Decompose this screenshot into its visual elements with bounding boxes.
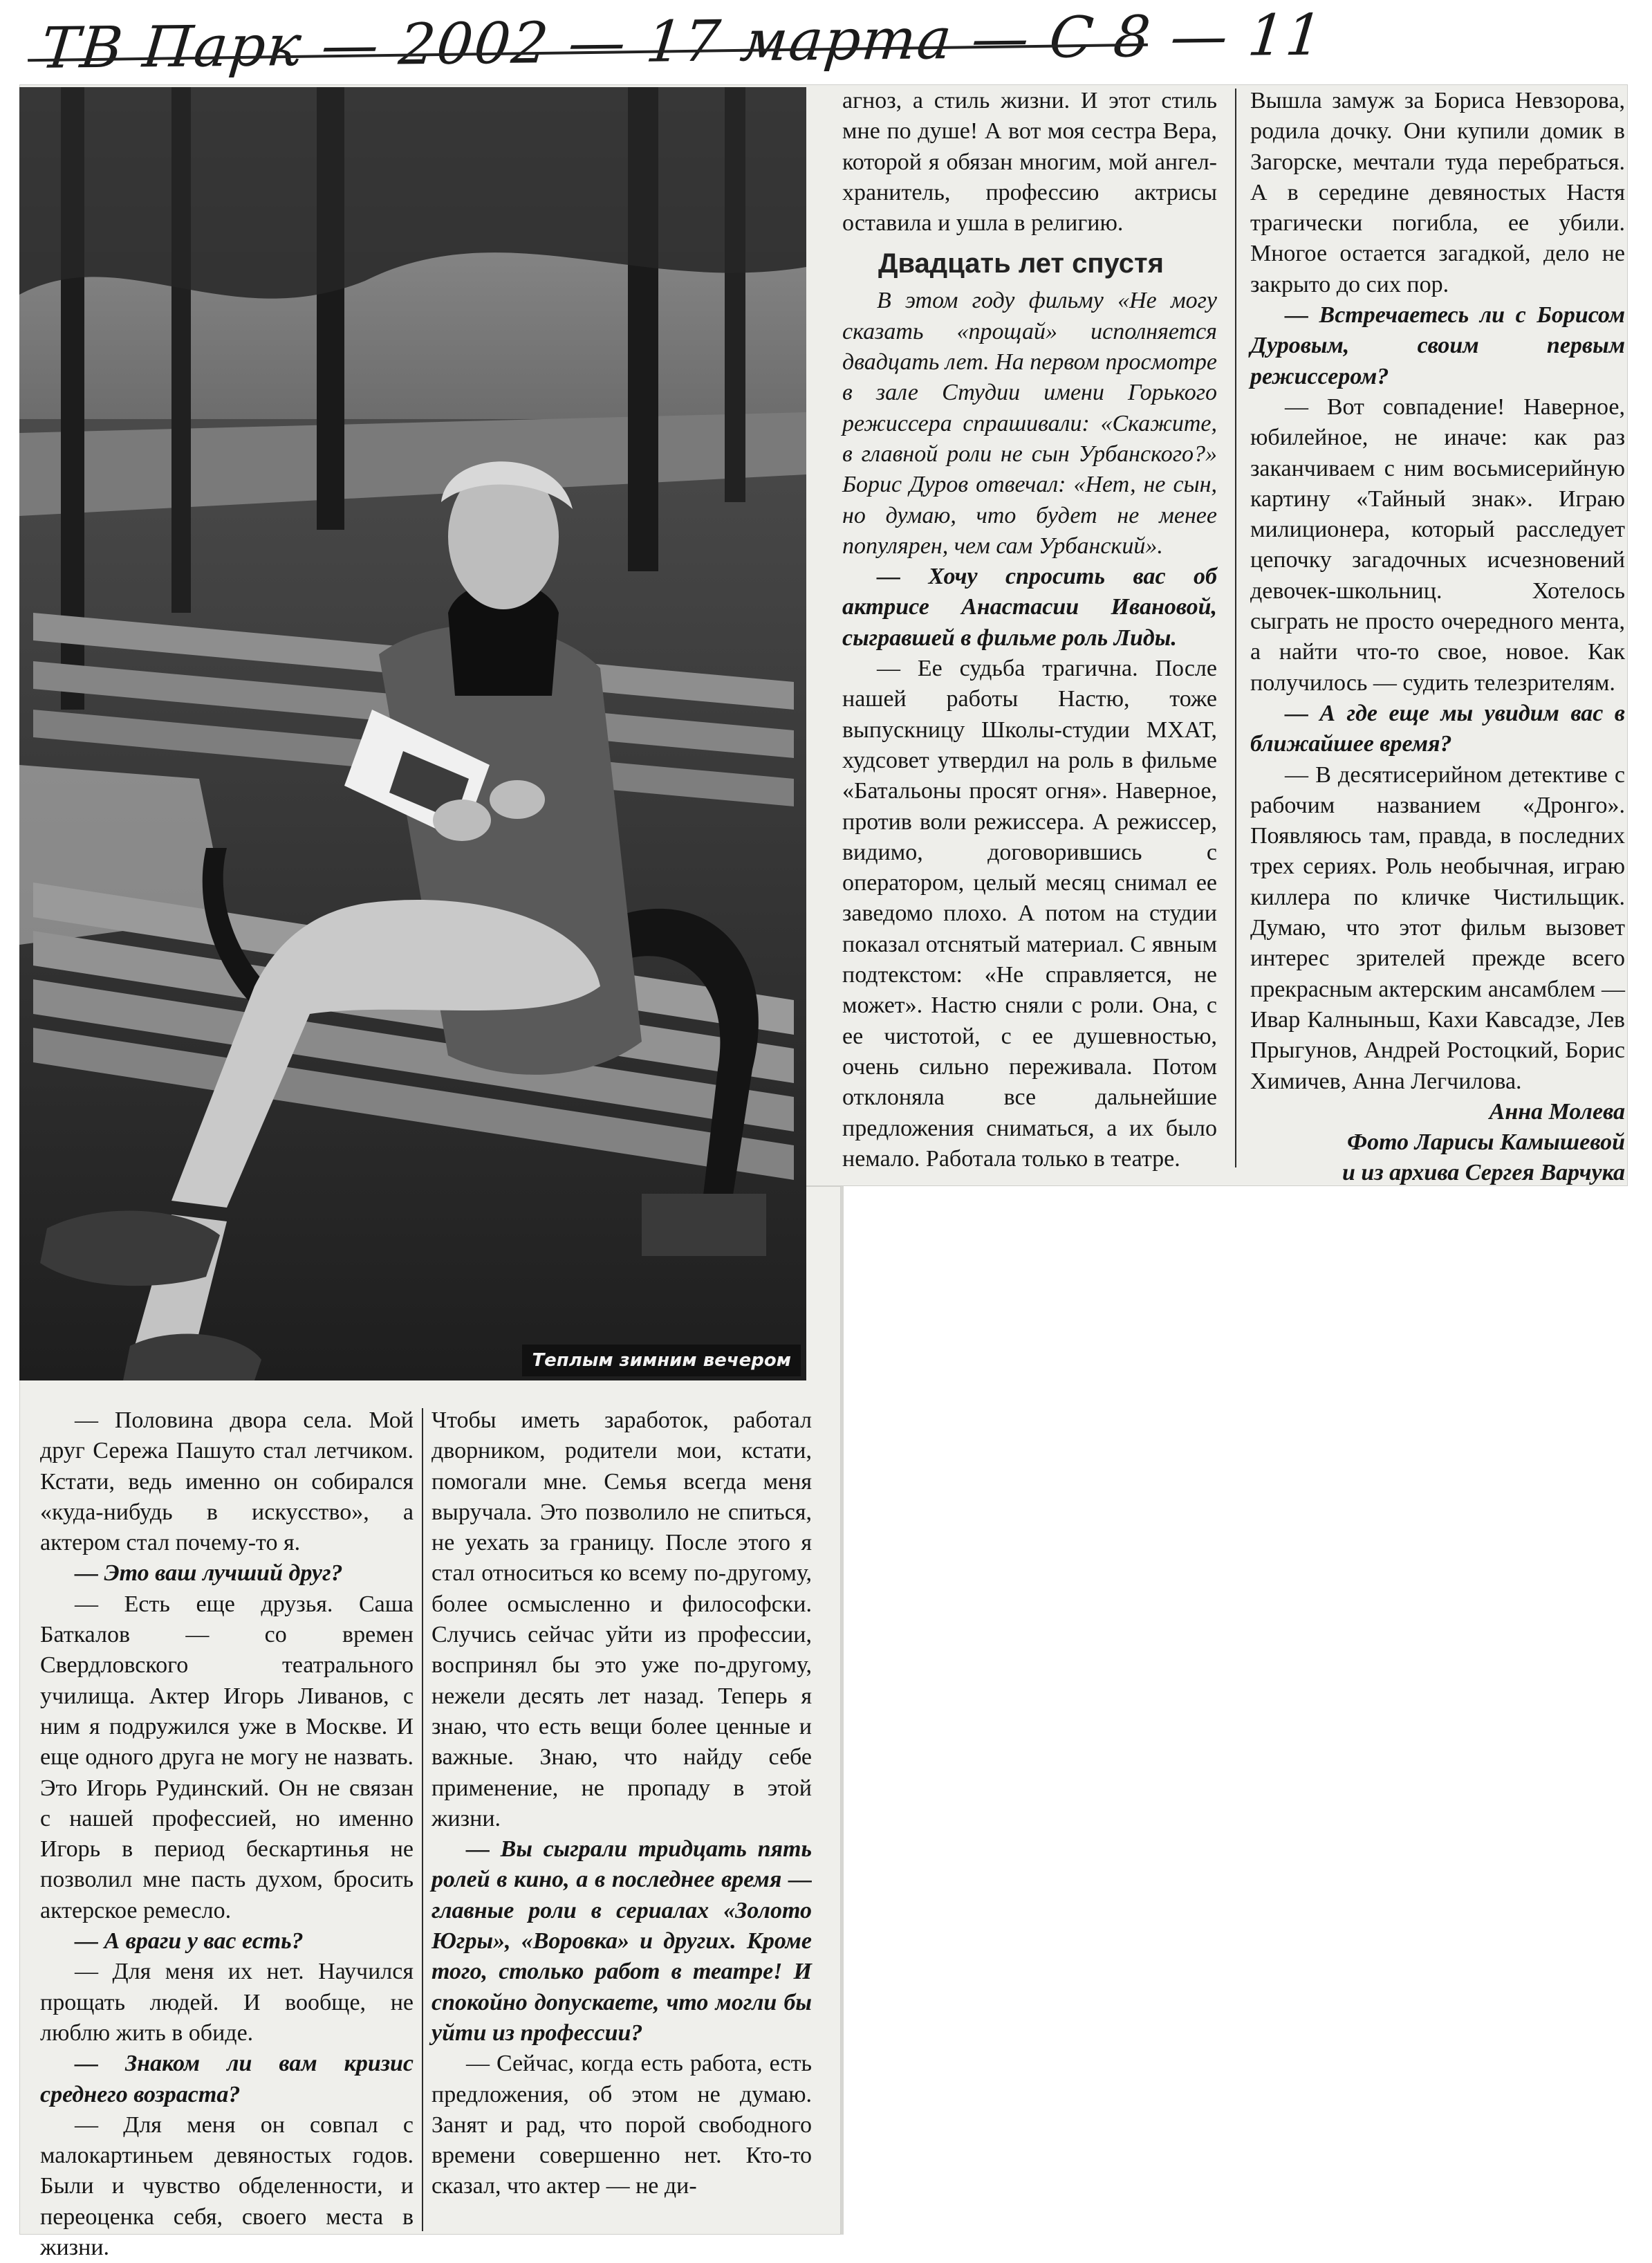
interview-answer: — Сейчас, когда есть работа, есть предложения, об этом не думаю. Занят и рад, что порой свободного времени совершенно нет. Кто-то сказал, что актер — не ди- (431, 2051, 812, 2199)
photo-credit: Фото Ларисы Камышевой (1347, 1129, 1625, 1156)
interview-question: — Хочу спросить вас об актрисе Анастасии Ивановой, сыгравшей в фильме роль Лиды. (842, 564, 1217, 651)
interview-question: — Это ваш лучший друг? (75, 1560, 343, 1587)
photo-caption: Теплым зимним вечером (522, 1345, 801, 1376)
article-column-5 (431, 1405, 812, 2202)
handwritten-annotation (37, 2, 1327, 92)
section-heading: Двадцать лет спустя (878, 248, 1164, 279)
paragraph: Вышла замуж за Бориса Невзорова, родила дочку. Они купили домик в Загорске, мечтали туда перебраться. А в середине девяностых Настя трагически погибла, ее убили. Многое остается загадкой, дело не закрыто до сих пор. (1250, 88, 1625, 297)
photo-man-on-bench (19, 87, 806, 1380)
article-column-3 (1250, 86, 1625, 1189)
interview-answer: — Вот совпадение! Наверное, юбилейное, не иначе: как раз заканчиваем с ним восьмисерийную картину «Тайный знак». Играю милиционера, который расследует цепочку загадочных исчезновений девочек-школьниц. Хотелось сыграть не просто очередного мента, а найти что-то свое, новое. Как получилось — судить телезрителям. (1250, 394, 1625, 696)
interview-question: — А враги у вас есть? (75, 1928, 304, 1955)
clipping-edge (841, 1186, 844, 2235)
interview-answer: — Половина двора села. Мой друг Сережа Пашуто стал летчиком. Кстати, ведь именно он собирался «куда-нибудь в искусство», а актером стал почему-то я. (40, 1407, 414, 1556)
author-signature: Анна Молева (1489, 1098, 1625, 1125)
article-column-4 (40, 1405, 414, 2263)
paragraph: Чтобы иметь заработок, работал дворником, родители мои, кстати, помогали мне. Семья всегда меня выручала. Это позволило не спиться, не уехать за границу. После этого я стал относиться ко всему по-другому, более осмысленно и философски. Случись сейчас уйти из профессии, воспринял бы это уже по-другому, нежели десять лет назад. Теперь я знаю, что есть вещи более ценные и важные. Знаю, что найду себе применение, не пропаду в этой жизни. (431, 1407, 812, 1831)
interview-answer: — Для меня он совпал с малокартиньем девяностых годов. Были и чувство обделенности, и переоценка себя, своего места в жизни. (40, 2112, 414, 2261)
interview-question: — А где еще мы увидим вас в ближайшее время? (1250, 700, 1625, 757)
article-column-2 (842, 86, 1217, 1174)
article-photo (19, 87, 806, 1380)
column-rule (422, 1408, 423, 2231)
interview-question: — Знаком ли вам кризис среднего возраста? (40, 2051, 414, 2107)
column-rule (1235, 89, 1236, 1167)
interview-answer: — Есть еще друзья. Саша Баткалов — со времен Свердловского театрального училища. Актер Игорь Ливанов, с ним я подружился уже в Москве. И еще одного друга не могу не назвать. Это Игорь Рудинский. Он не связан с нашей профессией, но именно Игорь в период бескартинья не позволил мне пасть духом, бросить актерское ремесло. (40, 1591, 414, 1923)
handwritten-source-note: ТВ Парк — 2002 — 17 марта — С 8 — 11 (38, 2, 1327, 82)
interview-question: — Вы сыграли тридцать пять ролей в кино, а в последнее время — главные роли в сериалах «Золото Югры», «Воровка» и других. Кроме того, столько работ в театре! И спокойно допускаете, что могли бы уйти из профессии? (431, 1836, 812, 2046)
interview-answer: — В десятисерийном детективе с рабочим названием «Дронго». Появляюсь там, правда, в последних трех сериях. Роль необычная, играю киллера по кличке Чистильщик. Думаю, что этот фильм вызовет интерес зрителей прежде всего прекрасным актерским ансамблем — Ивар Калныньш, Кахи Кавсадзе, Лев Прыгунов, Андрей Ростоцкий, Борис Химичев, Анна Легчилова. (1250, 761, 1625, 1094)
photo-credit: и из архива Сергея Варчука (1342, 1160, 1625, 1186)
interview-answer: — Для меня их нет. Научился прощать людей. И вообще, не люблю жить в обиде. (40, 1959, 414, 2046)
lead-paragraph: В этом году фильму «Не могу сказать «прощай» исполняется двадцать лет. На первом просмотре в зале Студии имени Горького режиссера спрашивали: «Скажите, в главной роли не сын Урбанского?» Борис Дуров отвечал: «Нет, не сын, но думаю, что будет не менее популярен, чем сам Урбанский». (842, 288, 1217, 559)
interview-answer: — Ее судьба трагична. После нашей работы Настю, тоже выпускницу Школы-студии МХАТ, худсовет утвердил на роль в фильме «Батальоны просят огня». Наверное, против воли режиссера. А режиссер, видимо, договорившись с оператором, целый месяц снимал ее заведомо плохо. А потом на студии показал отснятый материал. С явным подтекстом: «Не справляется, не может». Настю сняли с роли. Она, с ее чистотой, с ее душевностью, очень сильно переживала. Потом отклоняла все дальнейшие предложения сниматься, а их было немало. Работала только в театре. (842, 656, 1217, 1172)
interview-question: — Встречаетесь ли с Борисом Дуровым, своим первым режиссером? (1250, 302, 1625, 389)
paragraph: агноз, а стиль жизни. И этот стиль мне по душе! А вот моя сестра Вера, которой я обязан многим, мой ангел-хранитель, профессию актрисы оставила и ушла в религию. (842, 88, 1217, 237)
